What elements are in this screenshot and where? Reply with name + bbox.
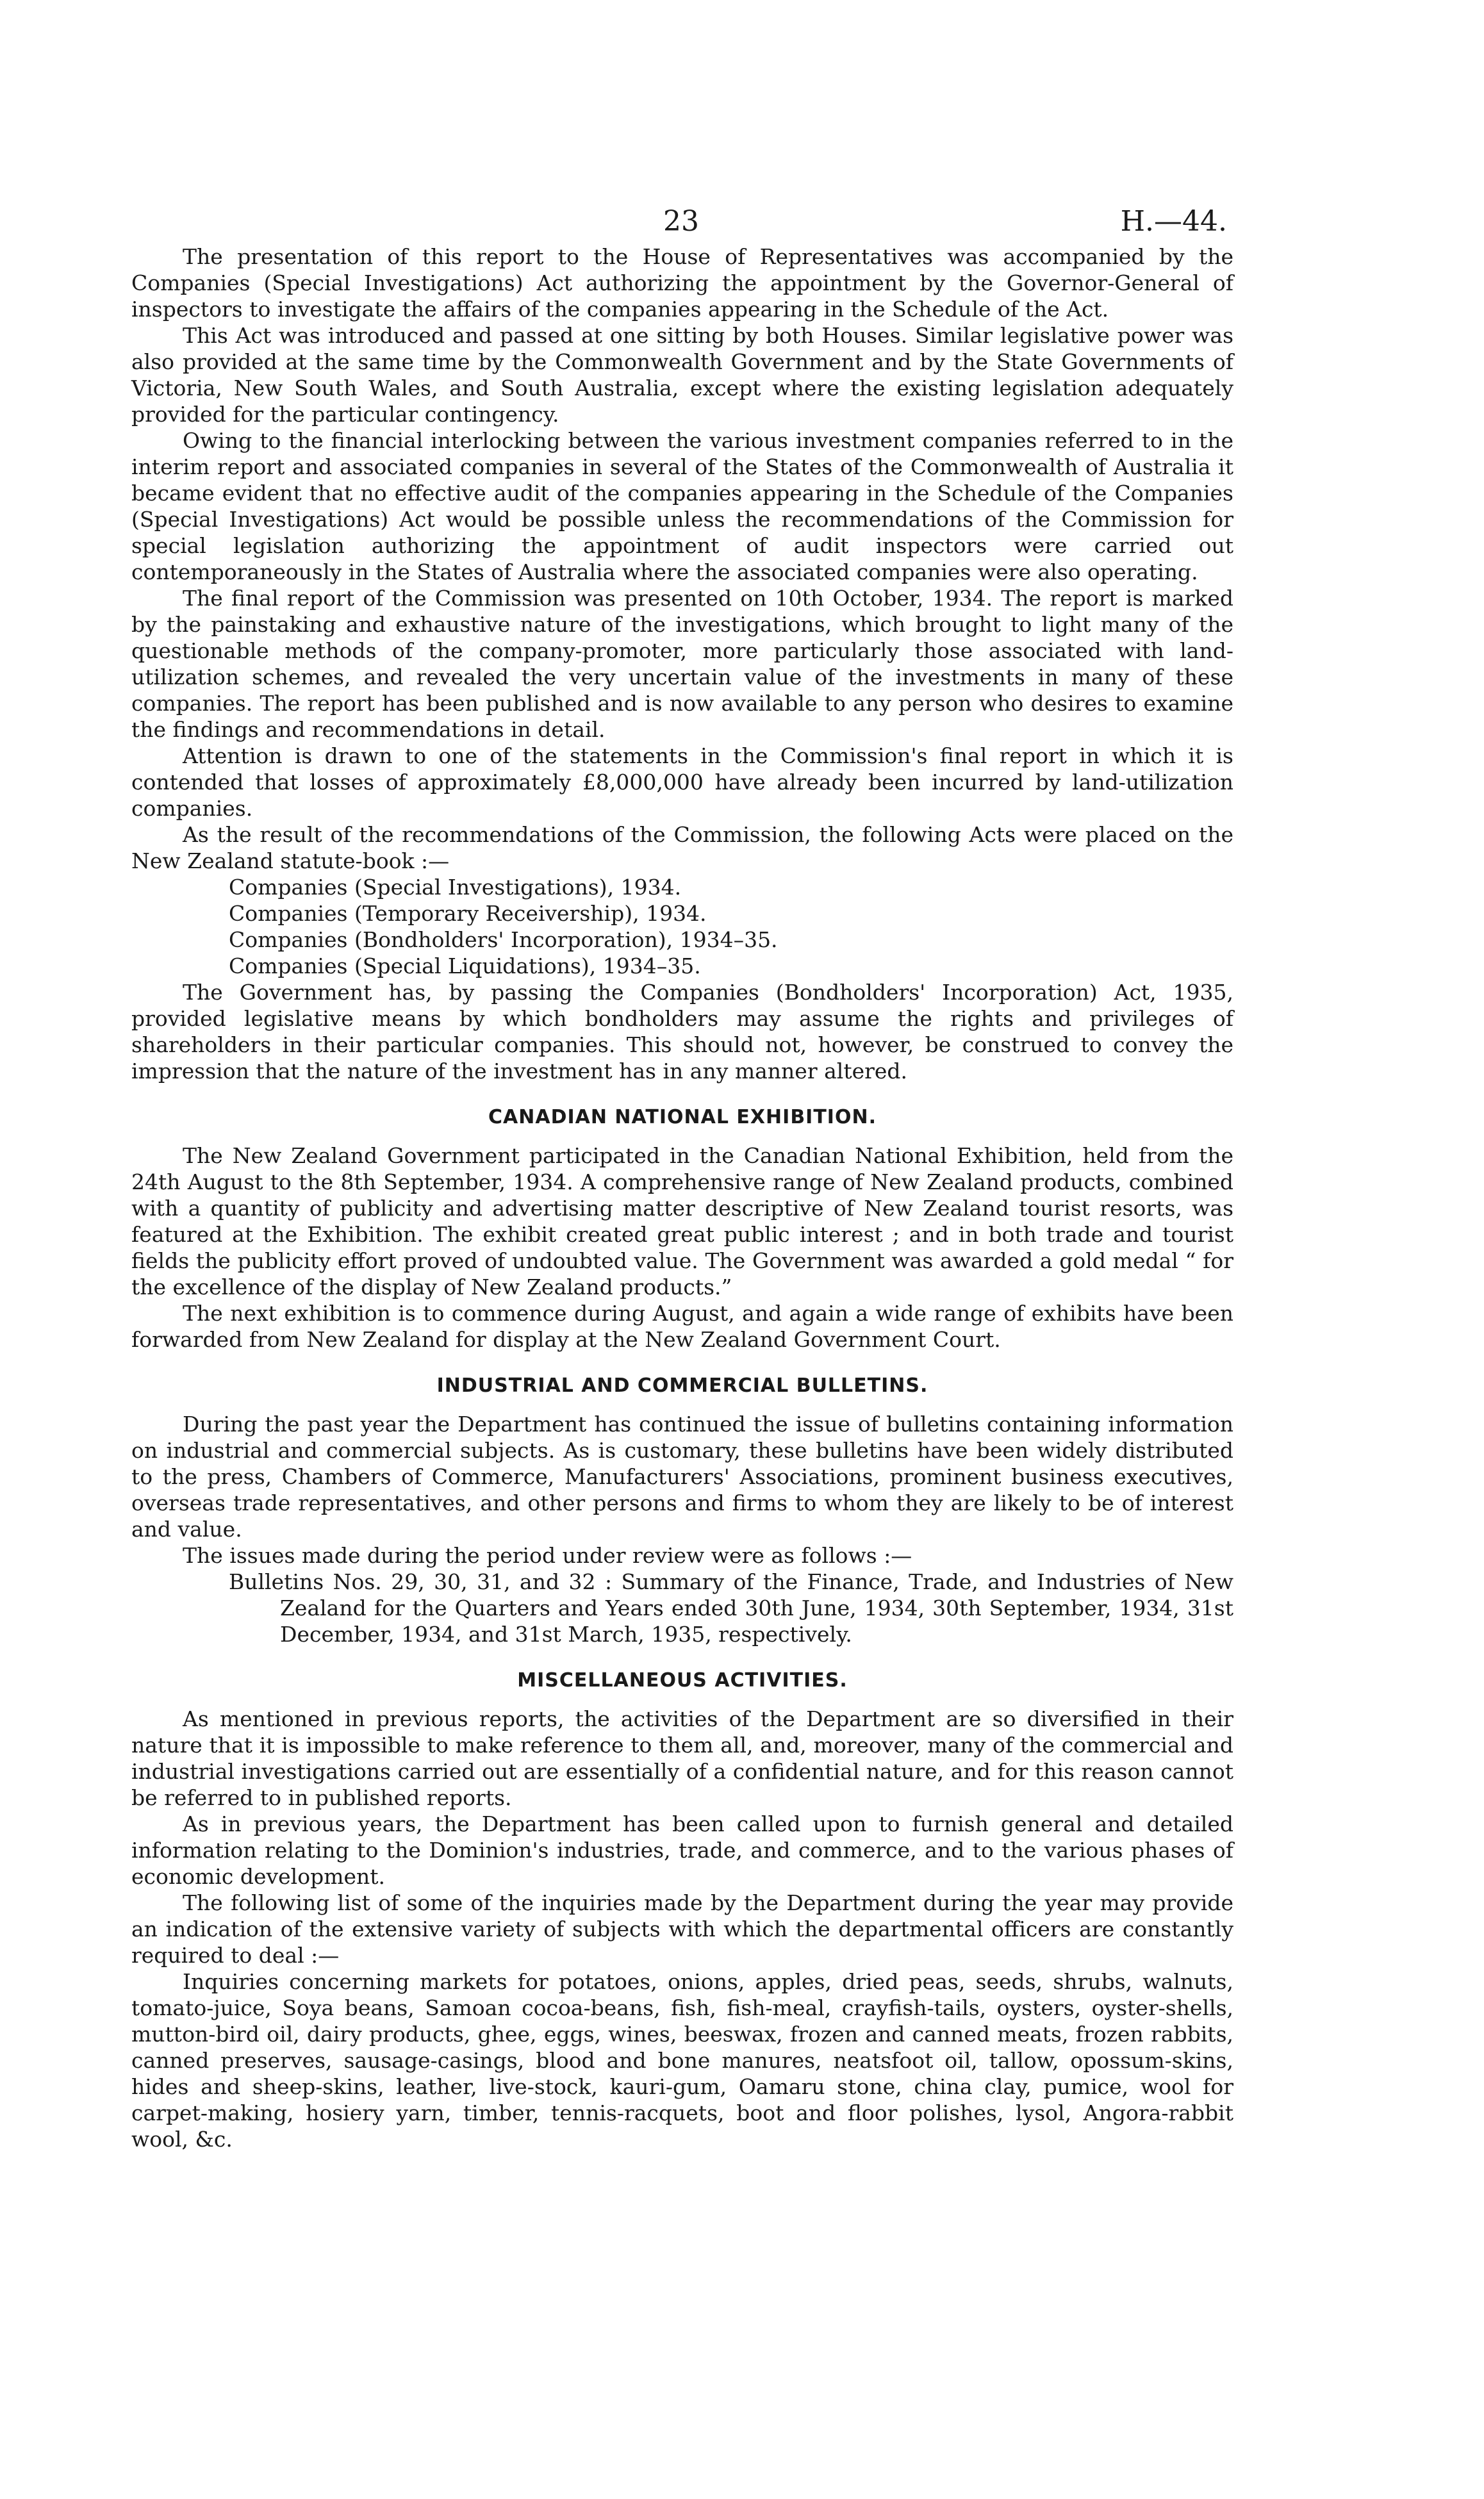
section-heading: INDUSTRIAL AND COMMERCIAL BULLETINS.	[436, 1374, 928, 1397]
paragraph: The next exhibition is to commence during August, and again a wide range of exhibits have been forwarded from New Zealand for display at the New Zealand Government Court.	[131, 1301, 1233, 1352]
paragraph: As mentioned in previous reports, the activities of the Department are so diversified in their nature that it is impossible to make reference to them all, and, moreover, many of the commercial and industrial investigations carried out are essentially of a confidential nature, and for this reason cannot be referred to in published reports.	[131, 1706, 1233, 1810]
list-item: Companies (Bondholders' Incorporation), 1934–35.	[229, 927, 778, 952]
list-item: Companies (Special Liquidations), 1934–35.	[229, 953, 701, 978]
document-page	[131, 192, 1233, 2152]
paragraph: Owing to the financial interlocking between the various investment companies referred to in the interim report and associated companies in several of the States of the Commonwealth of Australia it became evident that no effective audit of the companies appearing in the Schedule of the Companies (Special Investigations) Act would be possible unless the recommendations of the Commission for special legislation authorizing the appointment of audit inspectors were carried out contemporaneously in the States of Australia where the associated companies were also operating.	[131, 428, 1233, 584]
list-item: Companies (Temporary Receivership), 1934.	[229, 901, 707, 926]
acts-list	[131, 874, 1233, 979]
companies-section	[131, 243, 1233, 1084]
bulletin-entry: Bulletins Nos. 29, 30, 31, and 32 : Summary of the Finance, Trade, and Industries of New Zealand for the Quarters and Years ended 30th June, 1934, 30th September, 1934, 31st December, 1934, and 31st March, 1935, respectively.	[229, 1569, 1233, 1647]
paragraph: As the result of the recommendations of the Commission, the following Acts were placed on the New Zealand statute-book :—	[131, 822, 1233, 873]
document-reference: H.—44.	[1120, 205, 1227, 238]
canadian-exhibition-section	[131, 1106, 1233, 1353]
paragraph: This Act was introduced and passed at one sitting by both Houses. Similar legislative power was also provided at the same time by the Commonwealth Government and by the State Governments of Victoria, New South Wales, and South Australia, except where the existing legislation adequately provided for the particular contingency.	[131, 323, 1233, 427]
paragraph: The presentation of this report to the House of Representatives was accompanied by the Companies (Special Investigations) Act authorizing the appointment by the Governor-General of inspectors to investigate the affairs of the companies appearing in the Schedule of the Act.	[131, 244, 1233, 322]
paragraph: Attention is drawn to one of the statements in the Commission's final report in which it is contended that losses of approximately £8,000,000 have already been incurred by land-utilization companies.	[131, 743, 1233, 821]
paragraph: The following list of some of the inquiries made by the Department during the year may provide an indication of the extensive variety of subjects with which the departmental officers are constantly required to deal :—	[131, 1890, 1233, 1968]
paragraph: The New Zealand Government participated in the Canadian National Exhibition, held from the 24th August to the 8th September, 1934. A comprehensive range of New Zealand products, combined with a quantity of publicity and advertising matter descriptive of New Zealand tourist resorts, was featured at the Exhibition. The exhibit created great public interest ; and in both trade and tourist fields the publicity effort proved of undoubted value. The Government was awarded a gold medal “ for the excellence of the display of New Zealand products.”	[131, 1143, 1233, 1299]
paragraph: Inquiries concerning markets for potatoes, onions, apples, dried peas, seeds, shrubs, walnuts, tomato-juice, Soya beans, Samoan cocoa-beans, fish, fish-meal, crayfish-tails, oysters, oyster-shells, mutton-bird oil, dairy products, ghee, eggs, wines, beeswax, frozen and canned meats, frozen rabbits, canned preserves, sausage-casings, blood and bone manures, neatsfoot oil, tallow, opossum-skins, hides and sheep-skins, leather, live-stock, kauri-gum, Oamaru stone, china clay, pumice, wool for carpet-making, hosiery yarn, timber, tennis-racquets, boot and floor polishes, lysol, Angora-rabbit wool, &c.	[131, 1969, 1233, 2152]
section-heading: CANADIAN NATIONAL EXHIBITION.	[488, 1106, 877, 1128]
paragraph: As in previous years, the Department has been called upon to furnish general and detailed information relating to the Dominion's industries, trade, and commerce, and to the various phases of economic development.	[131, 1811, 1233, 1889]
miscellaneous-section	[131, 1669, 1233, 2152]
paragraph: The Government has, by passing the Companies (Bondholders' Incorporation) Act, 1935, provided legislative means by which bondholders may assume the rights and privileges of shareholders in their particular companies. This should not, however, be construed to convey the impression that the nature of the investment has in any manner altered.	[131, 980, 1233, 1084]
industrial-bulletins-section	[131, 1374, 1233, 1647]
page-number: 23	[663, 205, 699, 238]
section-heading: MISCELLANEOUS ACTIVITIES.	[517, 1669, 848, 1692]
page-header	[131, 192, 1233, 243]
list-item: Companies (Special Investigations), 1934.	[229, 875, 682, 900]
paragraph: The issues made during the period under review were as follows :—	[183, 1543, 912, 1568]
paragraph: The final report of the Commission was presented on 10th October, 1934. The report is marked by the painstaking and exhaustive nature of the investigations, which brought to light many of the questionable methods of the company-promoter, more particularly those associated with land-utilization schemes, and revealed the very uncertain value of the investments in many of these companies. The report has been published and is now available to any person who desires to examine the findings and recommendations in detail.	[131, 586, 1233, 742]
paragraph: During the past year the Department has continued the issue of bulletins containing information on industrial and commercial subjects. As is customary, these bulletins have been widely distributed to the press, Chambers of Commerce, Manufacturers' Associations, prominent business executives, overseas trade representatives, and other persons and firms to whom they are likely to be of interest and value.	[131, 1412, 1233, 1542]
